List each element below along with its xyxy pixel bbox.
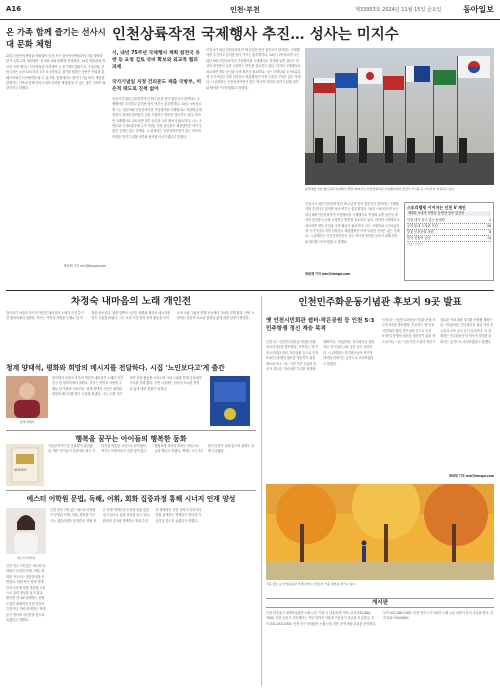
article-quote[interactable]: 청계 양태석, 평화와 희망의 메시지를 전달하다. 시집 '노인보다고'게 출간 — [6, 364, 225, 372]
book-label: ADEUM — [14, 468, 27, 472]
flag-ceremony-photo — [305, 48, 494, 185]
book-photo — [6, 444, 44, 486]
teacher-image — [6, 508, 46, 554]
photo-label: 청계 양태석 — [19, 420, 35, 424]
article-text-column-2 — [206, 48, 301, 281]
table-title: 스토리텔링 이어지는 인천 V 제안 — [407, 205, 466, 210]
article-body-cont: 인천시가 내년 인천상륙작전 75주년을 맞아 참전국이 참여하는 국제행사를 추진하고 있지만 성사 여부는 불투명하다. 14일 시에 따르면 시는 내년 9월 인천상륙작전 기념행사를 국제행사로 격상해 유엔 참전국 정상과 참전용사 등을 초청하는 방안을 검토하고 있다. 하지만 국제행사로 치르려면 정부 승인과 국비 확보가 필요하다. 시는 국방부와 국가보훈부에 국가기념일 지정 건의문도 제출했지만 아직 뚜렷한 진척은 없는 상태다. 시 관계자는 인천상륙작전이 갖는 역사적 의미를 알리기 위해 정부와 협의를 이어가겠다고 말했다. — [206, 48, 301, 90]
article-title[interactable]: 행복을 꿈꾸는 아이들의 행복한 동화 — [6, 430, 256, 444]
photo-caption: 올해 9월 인천 월미공원 일대에서 열린 제74주년 인천상륙작전 기념행사에서 참전국 국기를 든 기수단이 입장하고 있다. — [305, 187, 455, 191]
photo-label: 에스터 어학원 — [17, 556, 35, 560]
article-body-right: 인천시는 인천민주화운동기념관 건립 후보지 9곳을 발표했다. 후보지는 옛 인천시민회관 쉼터, 작은공원 등으로 인천 5·3민주항쟁의 정신을 계승하기 위한 장소들이다. 시는 시민 의견 수렴과 전문가 검토를 거쳐 최종 부지를 선정할 계획이다. 기념관에는 민주화운동 관련 자료 전시실과 교육 공간 등이 들어선다. 시 관계자는 민주화운동의 역사적 의미를 되새기는 공간으로 조성하겠다고 말했다. — [382, 318, 494, 344]
issue-date: 제33953호 2024년 11월 15일 금요일 — [355, 7, 442, 13]
book-cover-image — [204, 376, 256, 426]
table-subtitle: 제3회 시대의 사람들 동영상 공모 입상작 — [407, 211, 491, 216]
article-lead: 시, 내년 75주년 국제행사 계획 참전국 유엔 등 요청 검토 국비 확보와 외교적 협의 과제 — [112, 51, 201, 70]
article-subhead: 옛 인천시민회관 쉼터·작은공원 등 인천 5·3민주항쟁 정신 계승 목적 — [266, 318, 375, 332]
portrait-photo — [6, 376, 48, 418]
section-divider — [6, 290, 494, 291]
article-democracy-memorial — [266, 296, 494, 596]
bulletin-title[interactable]: 게시판 — [266, 598, 494, 608]
page-header — [0, 0, 500, 20]
article-body: 23일 검단선사박물관 체험행사 인천 서구 검단선사박물관이 겨울 방학을 맞아 특별 교육 체험행사 '선사와 나와 함께'를 운영한다. 14일 박물관에 따르면 이번 행사는 선사박물관 사전예약 등 총 7개의 활동으로 구성된다. 운영시간은 오전 10시부터 오후 5시까지다. 참가를 원하는 사람은 박물관 홈페이지에서 사전예약을 할 수 있으며, 현장에서도 참가가 가능하다. 박물관 관계자는 가족과 함께 선사시대의 문화를 체험해 볼 수 있는 좋은 기회가 될 것이라고 말했다. — [6, 54, 106, 91]
book-image — [6, 444, 44, 486]
person-image — [6, 376, 48, 418]
article-title[interactable]: 차정숙 내마음의 노래 개인전 — [70, 296, 192, 307]
byline: 박희제 기자 min@donga.com — [448, 474, 494, 478]
article-body: 인천시가 내년 인천상륙작전 75주년을 맞아 참전국이 참여하는 국제행사를 추진하고 있지만 성사 여부는 불투명하다. 14일 시에 따르면 시는 내년 9월 인천상륙작전 기념행사를 국제행사로 격상해 유엔 참전국 정상과 참전용사 등을 초청하는 방안을 검토하고 있다. 하지만 국제행사로 치르려면 정부 승인과 국비 확보가 필요하다. 시는 국방부와 국가보훈부에 국가기념일 지정 건의문도 제출했지만 아직 뚜렷한 진척은 없는 상태다. 시 관계자는 인천상륙작전이 갖는 역사적 의미를 알리기 위해 정부와 협의를 이어가겠다고 말했다. — [112, 97, 202, 139]
article-body-end: 인천시가 내년 인천상륙작전 75주년을 맞아 참전국이 참여하는 국제행사를 추진하고 있지만 성사 여부는 불투명하다. 14일 시에 따르면 시는 내년 9월 인천상륙작전 기념행사를 국제행사로 격상해 유엔 참전국 정상과 참전용사 등을 초청하는 방안을 검토하고 있다. 하지만 국제행사로 치르려면 정부 승인과 국비 확보가 필요하다. 시는 국방부와 국가보훈부에 국가기념일 지정 건의문도 제출했지만 아직 뚜렷한 진척은 없는 상태다. 시 관계자는 인천상륙작전이 갖는 역사적 의미를 알리기 위해 정부와 협의를 이어가겠다고 말했다. — [305, 202, 400, 244]
article-family-event — [6, 26, 106, 276]
story-table — [404, 202, 494, 281]
teacher-photo — [6, 508, 46, 554]
article-body: 인천 연수구에 있는 에스터 어학원이 문법과 독해, 어휘, 회화를 아우르는 집중과정을 운영한다. 학원 측은 학생 개개인의 수준에 맞춘 맞춤형 수업으로 실력 향상을 돕고 있다. 원어민 강사와 함께하는 회화 수업과 체계적인 문법 강의가 특징이다. 학원 관계자는 학생들이 영어에 자신감을 갖도록 돕겠다고 말했다. — [50, 508, 202, 523]
table-row: 불꽃 인천문화 정원 8 — [407, 230, 491, 234]
byline: 박희제 기자 min@donga.com — [305, 272, 351, 276]
table-row: 우리 동네 도서관 모임 26 — [407, 224, 491, 228]
autumn-street-image — [266, 484, 494, 580]
flag-ceremony-image — [305, 48, 494, 185]
byline: 박희제 기자 min@donga.com — [63, 264, 106, 268]
section-title: 인천·부천 — [230, 6, 260, 14]
autumn-street-photo — [266, 484, 494, 580]
article-body: 아동문학가가 쓴 동화집이 출간됐다. 책은 아이들이 일상에서 겪는 이야기를 따뜻한 시선으로 담아냈다. 작가는 어린이들이 꿈을 잃지 않고 행복하게 자라길 바라는 마음으로 글을 썼다고 밝혔다. 책에는 모두 12편의 동화가 실려 있으며 삽화도 함께 수록됐다. — [48, 444, 255, 454]
book-cover-photo — [204, 376, 256, 426]
article-subhead: 국가기념일 지정 건의문도 제출 국방부, 미온적 태도로 진척 없어 — [112, 80, 201, 92]
article-title[interactable]: 인천상륙작전 국제행사 추진… 성사는 미지수 — [112, 26, 399, 43]
table-note: 자료: 인천시 — [407, 242, 424, 246]
table-row: 한국 전통의 공간 14 — [407, 236, 491, 240]
page-number: A16 — [6, 5, 22, 13]
article-body-left: 인천 연수구에 있는 에스터 어학원이 문법과 독해, 어휘, 회화를 아우르는 집중과정을 운영한다. 학원 측은 학생 개개인의 수준에 맞춘 맞춤형 수업으로 실력 향상을 돕고 있다. 원어민 강사와 함께하는 회화 수업과 체계적인 문법 강의가 특징이다. 학원 관계자는 학생들이 영어에 자신감을 갖도록 돕겠다고 말했다. — [6, 564, 46, 623]
bulletin-board — [266, 598, 494, 686]
article-text-column-3 — [305, 202, 400, 281]
article-body: 인천시는 인천민주화운동기념관 건립 후보지 9곳을 발표했다. 후보지는 옛 인천시민회관 쉼터, 작은공원 등으로 인천 5·3민주항쟁의 정신을 계승하기 위한 장소들이다. 시는 시민 의견 수렴과 전문가 검토를 거쳐 최종 부지를 선정할 계획이다. 기념관에는 민주화운동 관련 자료 전시실과 교육 공간 등이 들어선다. 시 관계자는 민주화운동의 역사적 의미를 되새기는 공간으로 조성하겠다고 말했다. — [266, 340, 375, 372]
bulletin-body: 인천 미추홀구 평생학습관은 ○월 ○일 '가을 시 낭송회'를 연다. 문의 032-880-7000. 인천 남동구 주민센터는 이달 말까지 겨울철 이웃돕기 성금을 모금한다. 문의 032-453-2000. 인천 서구 문화원은 ○월 ○일 전통 공예 체험 교실을 운영한다. 문의 032-560-1000. 인천 연수구 도서관은 ○월 ○일 어린이 독서 교실을 연다. 문의 032-749-8000. — [266, 611, 494, 626]
article-body-2: 한국화가 차정숙 작가의 개인전 내마음의 노래가 인천 중구 한 갤러리에서 열린다. 작가는 자연과 사람을 주제로 한 작품을 선보인다. 청계 양태석 시인은 평화와 희망의 메시지를 담은 시집을 펴냈다. 그는 오랜 기간 지역 문화 활동을 이어오며 시와 그림을 통해 공동체의 가치를 전해 왔다. 이번 시집에는 일상의 소소한 풍경과 삶에 대한 성찰이 담겼다. — [52, 376, 202, 397]
article-body: 한국화가 차정숙 작가의 개인전 내마음의 노래가 인천 중구 한 갤러리에서 열린다. 작가는 자연과 사람을 주제로 한 작품을 선보인다. 청계 양태석 시인은 평화와 희망의 메시지를 담은 시집을 펴냈다. 그는 오랜 기간 지역 문화 활동을 이어오며 시와 그림을 통해 공동체의 가치를 전해 왔다. 이번 시집에는 일상의 소소한 풍경과 삶에 대한 성찰이 담겼다. — [6, 311, 255, 321]
article-title[interactable]: 온 가족 함께 즐기는 선사시대 문화 체험 — [6, 27, 106, 49]
newspaper-logo: 동아일보 — [463, 4, 494, 14]
article-text-column — [112, 48, 202, 281]
photo-caption: 단풍 물든 길 인천대공원 산책로에서 시민들이 가을 정취를 즐기고 있다. — [266, 582, 356, 586]
article-title[interactable]: 에스터 어학원 문법, 독해, 어휘, 회화 집중과정 통해 시너지 인재 양성 — [6, 490, 256, 504]
article-incheon-landing — [112, 26, 494, 281]
article-title[interactable]: 인천민주화운동기념관 후보지 9곳 발표 — [298, 297, 462, 308]
table-row: 인천 내가 살고 있는 동네를 2 — [407, 218, 491, 222]
article-language-academy — [6, 490, 256, 685]
column-divider — [261, 296, 262, 686]
